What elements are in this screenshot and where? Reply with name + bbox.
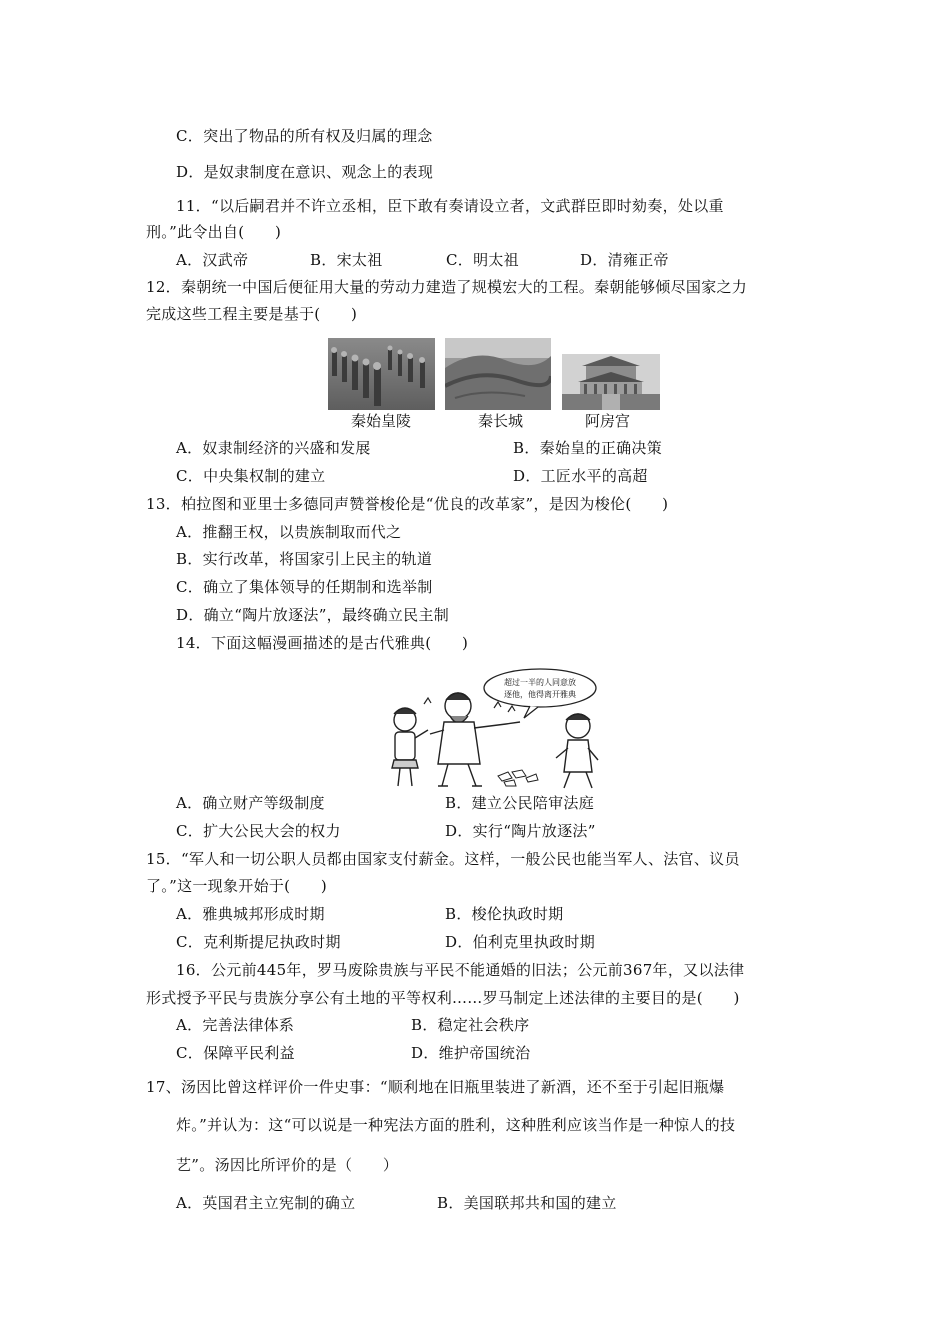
q16-stem-line2: 形式授予平民与贵族分享公有土地的平等权利……罗马制定上述法律的主要目的是( ) (146, 989, 740, 1007)
q15-stem-line2: 了。”这一现象开始于( ) (146, 877, 328, 895)
q14-stem: 14．下面这幅漫画描述的是古代雅典( ) (176, 634, 469, 652)
q16-option-c: C．保障平民利益 (176, 1044, 295, 1062)
q14-option-a: A．确立财产等级制度 (176, 794, 325, 812)
q13-option-d: D．确立“陶片放逐法”，最终确立民主制 (176, 606, 450, 624)
q10-option-c: C．突出了物品的所有权及归属的理念 (176, 127, 433, 145)
speech-bubble-line2: 逐他，他得离开雅典 (504, 690, 576, 699)
q11-stem-line1: 11．“以后嗣君并不许立丞相，臣下敢有奏请设立者，文武群臣即时劾奏，处以重 (176, 197, 724, 215)
q11-option-b: B．宋太祖 (310, 251, 383, 269)
q16-option-a: A．完善法律体系 (176, 1016, 295, 1034)
q10-option-d: D．是奴隶制度在意识、观念上的表现 (176, 163, 434, 181)
q14-option-b: B．建立公民陪审法庭 (445, 794, 595, 812)
q17-option-a: A．英国君主立宪制的确立 (176, 1194, 356, 1212)
speech-bubble-line1: 超过一半的人同意放 (504, 678, 576, 687)
q15-option-b: B．梭伦执政时期 (445, 905, 564, 923)
q17-stem-line3: 艺”。汤因比所评价的是（ ） (176, 1156, 399, 1174)
q12-option-a: A．奴隶制经济的兴盛和发展 (176, 439, 371, 457)
q15-option-d: D．伯利克里执政时期 (445, 933, 596, 951)
q11-option-a: A．汉武帝 (176, 251, 249, 269)
qin-mausoleum-photo (328, 338, 435, 414)
q17-stem-line1: 17、汤因比曾这样评价一件史事：“顺利地在旧瓶里装进了新酒，还不至于引起旧瓶爆 (146, 1078, 725, 1096)
ostracism-cartoon (380, 668, 610, 796)
q13-option-c: C．确立了集体领导的任期制和选举制 (176, 578, 433, 596)
q13-option-a: A．推翻王权，以贵族制取而代之 (176, 523, 402, 541)
caption-qin-mausoleum: 秦始皇陵 (351, 412, 412, 430)
q15-option-a: A．雅典城邦形成时期 (176, 905, 325, 923)
q13-option-b: B．实行改革，将国家引上民主的轨道 (176, 550, 433, 568)
q15-option-c: C．克利斯提尼执政时期 (176, 933, 341, 951)
q12-option-c: C．中央集权制的建立 (176, 467, 326, 485)
q17-stem-line2: 炸。”并认为：这“可以说是一种宪法方面的胜利，这种胜利应该当作是一种惊人的技 (176, 1116, 736, 1134)
q11-option-c: C．明太祖 (446, 251, 519, 269)
q14-option-d: D．实行“陶片放逐法” (445, 822, 596, 840)
q16-stem-line1: 16．公元前445年，罗马废除贵族与平民不能通婚的旧法；公元前367年，又以法律 (176, 961, 745, 979)
q17-option-b: B．美国联邦共和国的建立 (437, 1194, 617, 1212)
caption-epang-palace: 阿房宫 (585, 412, 631, 430)
q16-option-b: B．稳定社会秩序 (411, 1016, 530, 1034)
q12-stem-line1: 12．秦朝统一中国后便征用大量的劳动力建造了规模宏大的工程。秦朝能够倾尽国家之力 (146, 278, 748, 296)
q12-option-b: B．秦始皇的正确决策 (513, 439, 663, 457)
caption-great-wall: 秦长城 (478, 412, 524, 430)
q12-option-d: D．工匠水平的高超 (513, 467, 648, 485)
q11-option-d: D．清雍正帝 (580, 251, 669, 269)
epang-palace-photo (562, 354, 660, 414)
q16-option-d: D．维护帝国统治 (411, 1044, 531, 1062)
q15-stem-line1: 15．“军人和一切公职人员都由国家支付薪金。这样，一般公民也能当军人、法官、议员 (146, 850, 740, 868)
great-wall-photo (445, 338, 551, 414)
q12-stem-line2: 完成这些工程主要是基于( ) (146, 305, 358, 323)
q11-stem-line2: 刑。”此令出自( ) (146, 223, 282, 241)
q13-stem: 13．柏拉图和亚里士多德同声赞誉梭伦是“优良的改革家”，是因为梭伦( ) (146, 495, 669, 513)
q14-option-c: C．扩大公民大会的权力 (176, 822, 341, 840)
